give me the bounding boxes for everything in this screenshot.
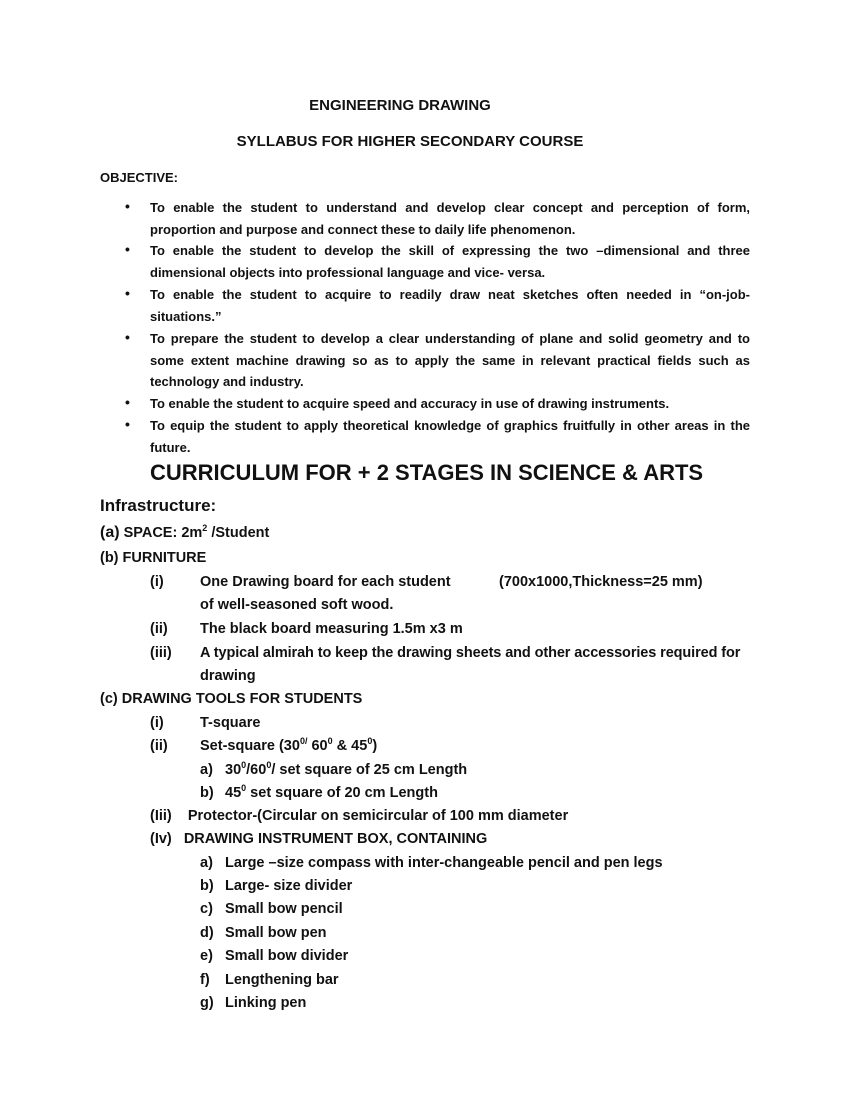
text: & 45 (332, 738, 368, 754)
bullet-icon: • (125, 416, 130, 432)
furniture-item-cont: drawing (200, 668, 256, 684)
tool-num: (ii) (150, 738, 168, 754)
furniture-num: (iii) (150, 645, 172, 661)
sub-letter: a) (200, 855, 213, 871)
page-title: ENGINEERING DRAWING (309, 97, 491, 114)
tool-item-protector: (Iii) Protector-(Circular on semicircular of 100 mm diameter (150, 808, 569, 824)
sup: 0/ (299, 736, 308, 747)
furniture-heading: (b) FURNITURE (100, 550, 207, 566)
objective-item: To prepare the student to develop a clear understanding of plane and solid geometry and to some extent machine drawing so as to apply the same in relevant practical fields such as technology and industry. (150, 331, 750, 389)
text: set square of 20 cm Length (246, 785, 438, 801)
bullet-icon: • (125, 198, 130, 214)
sup: 0 (241, 783, 247, 794)
space-line (100, 524, 269, 542)
sub-item: Small bow pencil (225, 901, 343, 917)
furniture-item: One Drawing board for each student (200, 574, 451, 590)
furniture-num: (ii) (150, 621, 168, 637)
furniture-num: (i) (150, 574, 164, 590)
furniture-spec: (700x1000,Thickness=25 mm) (499, 574, 703, 590)
space-sup: 2 (202, 523, 208, 534)
objective-heading: OBJECTIVE: (100, 170, 179, 185)
text: ) (372, 738, 378, 754)
sub-letter: d) (200, 925, 214, 941)
sub-item: Linking pen (225, 995, 307, 1011)
space-text-after: /Student (207, 525, 270, 541)
sub-letter: a) (200, 762, 213, 778)
sub-letter: b) (200, 785, 214, 801)
text: / set square of 25 cm Length (271, 762, 468, 778)
curriculum-heading: CURRICULUM FOR + 2 STAGES IN SCIENCE & ARTS (150, 460, 704, 485)
tool-item-instrument-box: (Iv) DRAWING INSTRUMENT BOX, CONTAINING (150, 831, 488, 847)
sub-item: Lengthening bar (225, 972, 339, 988)
space-label: (a) (100, 524, 120, 541)
furniture-item: A typical almirah to keep the drawing sheets and other accessories required for (200, 645, 741, 661)
text: 30 (225, 762, 242, 778)
page-subtitle: SYLLABUS FOR HIGHER SECONDARY COURSE (236, 133, 584, 150)
bullet-icon: • (125, 394, 130, 410)
tool-num: (i) (150, 715, 164, 731)
tools-heading: (c) DRAWING TOOLS FOR STUDENTS (100, 691, 363, 707)
sup: 0 (327, 736, 333, 747)
sup: 0 (266, 760, 272, 771)
sub-letter: f) (200, 972, 210, 988)
space-text: SPACE: 2m (123, 525, 203, 541)
sub-letter: g) (200, 995, 214, 1011)
furniture-item-cont: of well-seasoned soft wood. (200, 597, 394, 613)
objective-item: To enable the student to acquire speed and accuracy in use of drawing instruments. (150, 396, 670, 411)
text: 45 (225, 785, 242, 801)
infrastructure-heading: Infrastructure: (100, 496, 217, 515)
text: /60 (246, 762, 267, 778)
furniture-item: The black board measuring 1.5m x3 m (200, 621, 463, 637)
bullet-icon: • (125, 329, 130, 345)
sub-letter: c) (200, 901, 213, 917)
sub-item (225, 785, 438, 801)
sub-letter: e) (200, 948, 213, 964)
objective-item: To enable the student to acquire to readily draw neat sketches often needed in “on-job-situations.” (150, 287, 750, 324)
sub-item: Large- size divider (225, 878, 353, 894)
bullet-icon: • (125, 241, 130, 257)
tool-item: T-square (200, 715, 261, 731)
text: 60 (307, 738, 328, 754)
sub-letter: b) (200, 878, 214, 894)
bullet-icon: • (125, 285, 130, 301)
objective-item: To enable the student to understand and develop clear concept and perception of form, proportion and purpose and connect these to daily life phenomenon. (150, 200, 750, 237)
sub-item (225, 762, 467, 778)
sub-item: Small bow divider (225, 948, 349, 964)
sub-item: Large –size compass with inter-changeable pencil and pen legs (225, 855, 663, 871)
tool-item-set-square (200, 738, 377, 754)
sup: 0 (367, 736, 373, 747)
objective-item: To equip the student to apply theoretical knowledge of graphics fruitfully in other areas in the future. (150, 418, 750, 455)
text: Set-square (30 (200, 738, 300, 754)
objective-item: To enable the student to develop the skill of expressing the two –dimensional and three dimensional objects into professional language and vice- versa. (150, 243, 750, 280)
sub-item: Small bow pen (225, 925, 327, 941)
sup: 0 (241, 760, 247, 771)
